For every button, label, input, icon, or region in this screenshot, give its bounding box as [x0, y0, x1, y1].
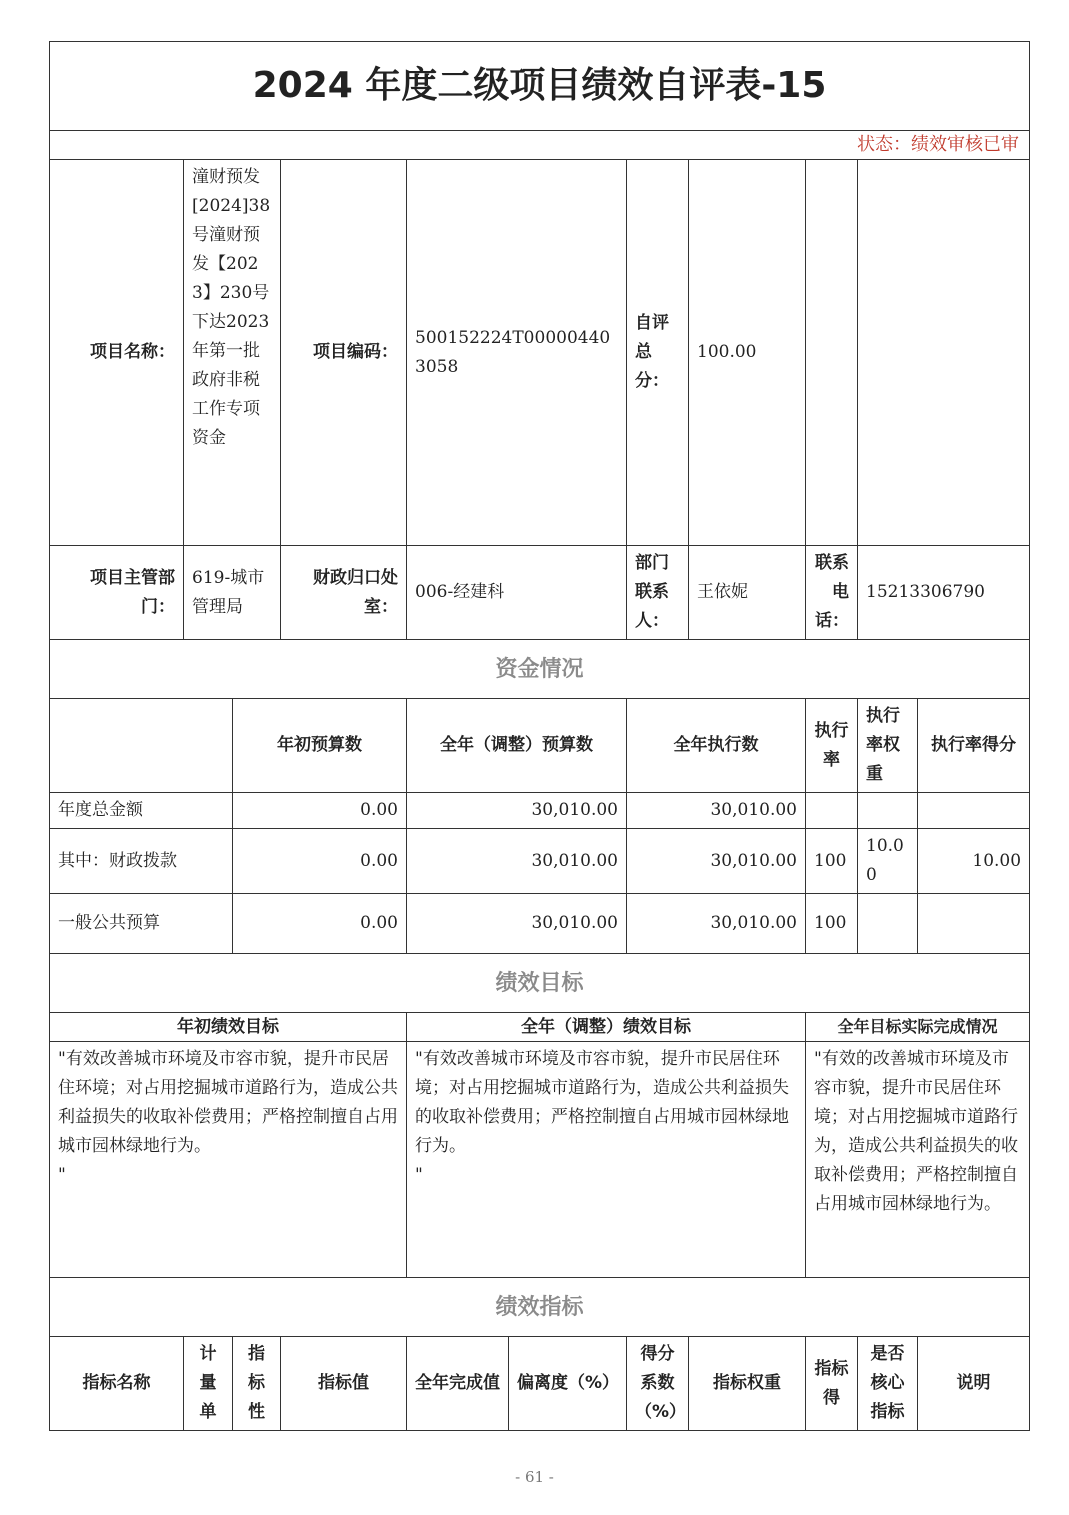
goals-header-initial: 年初绩效目标: [50, 1013, 407, 1042]
indicator-header-core: 是否核心指标: [858, 1337, 918, 1431]
phone-value: 15213306790: [858, 546, 1030, 640]
funds-row-weight: [858, 793, 918, 829]
funds-row-executed: 30,010.00: [627, 793, 806, 829]
goals-header-adjusted: 全年（调整）绩效目标: [407, 1013, 806, 1042]
goal-adjusted-text: "有效改善城市环境及市容市貌，提升市民居住环境；对占用挖掘城市道路行为，造成公共利益损失的收取补偿费用；严格控制擅自占用城市园林绿地行为。 ": [407, 1042, 806, 1278]
funds-row-rate: 100: [806, 894, 858, 954]
dept-label: 项目主管部门：: [50, 546, 184, 640]
funds-row-adjusted: 30,010.00: [407, 829, 627, 894]
table-row: [50, 793, 1030, 829]
goals-header-actual: 全年目标实际完成情况: [806, 1013, 1030, 1042]
contact-value: 王依妮: [689, 546, 806, 640]
office-value: 006-经建科: [407, 546, 627, 640]
phone-label: 联系电话：: [806, 546, 858, 640]
project-name-value: 潼财预发[2024]38号潼财预发【2023】230号下达2023年第一批政府非税工作专项资金: [184, 160, 281, 546]
page-title: 2024 年度二级项目绩效自评表-15: [50, 42, 1030, 131]
indicators-section-title: 绩效指标: [50, 1278, 1030, 1337]
funds-row-rate: [806, 793, 858, 829]
dept-value: 619-城市管理局: [184, 546, 281, 640]
project-code-value: 500152224T000004403058: [407, 160, 627, 546]
project-name-label: 项目名称：: [50, 160, 184, 546]
table-row: [50, 829, 1030, 894]
funds-header-rate: 执行率: [806, 699, 858, 793]
status-badge: 状态：绩效审核已审: [50, 131, 1030, 160]
self-evaluation-table: [49, 41, 1030, 1431]
indicator-header-completed: 全年完成值: [407, 1337, 509, 1431]
funds-row-executed: 30,010.00: [627, 894, 806, 954]
goal-initial-text: "有效改善城市环境及市容市貌，提升市民居住环境；对占用挖掘城市道路行为，造成公共利益损失的收取补偿费用；严格控制擅自占用城市园林绿地行为。 ": [50, 1042, 407, 1278]
indicator-header-name: 指标名称: [50, 1337, 184, 1431]
project-code-label: 项目编码：: [281, 160, 407, 546]
funds-row-adjusted: 30,010.00: [407, 793, 627, 829]
self-score-value: 100.00: [689, 160, 806, 546]
indicator-header-deviation: 偏离度（%）: [509, 1337, 627, 1431]
indicator-header-unit: 计量单: [184, 1337, 233, 1431]
funds-header-adjusted: 全年（调整）预算数: [407, 699, 627, 793]
funds-row-score: [918, 894, 1030, 954]
self-score-label: 自评总分：: [627, 160, 689, 546]
funds-header-blank: [50, 699, 233, 793]
funds-row-label: 一般公共预算: [50, 894, 233, 954]
funds-section-title: 资金情况: [50, 640, 1030, 699]
funds-row-score: [918, 793, 1030, 829]
funds-row-score: 10.00: [918, 829, 1030, 894]
funds-row-rate: 100: [806, 829, 858, 894]
indicator-header-weight: 指标权重: [689, 1337, 806, 1431]
office-label: 财政归口处室：: [281, 546, 407, 640]
funds-row-initial: 0.00: [233, 793, 407, 829]
table-row: [50, 894, 1030, 954]
funds-header-weight: 执行率权重: [858, 699, 918, 793]
funds-row-weight: [858, 894, 918, 954]
indicator-header-coefficient: 得分系数（%）: [627, 1337, 689, 1431]
goals-section-title: 绩效目标: [50, 954, 1030, 1013]
empty-cell: [858, 160, 1030, 546]
funds-row-label: 其中：财政拨款: [50, 829, 233, 894]
funds-row-executed: 30,010.00: [627, 829, 806, 894]
goal-actual-text: "有效的改善城市环境及市容市貌，提升市民居住环境；对占用挖掘城市道路行为，造成公共利益损失的收取补偿费用；严格控制擅自占用城市园林绿地行为。: [806, 1042, 1030, 1278]
page-number: - 61 -: [515, 1468, 554, 1486]
indicator-header-nature: 指标性: [233, 1337, 281, 1431]
funds-header-initial: 年初预算数: [233, 699, 407, 793]
indicator-header-value: 指标值: [281, 1337, 407, 1431]
funds-row-adjusted: 30,010.00: [407, 894, 627, 954]
funds-header-executed: 全年执行数: [627, 699, 806, 793]
indicator-header-score: 指标得: [806, 1337, 858, 1431]
indicator-header-note: 说明: [918, 1337, 1030, 1431]
funds-row-initial: 0.00: [233, 829, 407, 894]
funds-header-score: 执行率得分: [918, 699, 1030, 793]
funds-row-weight: 10.00: [858, 829, 918, 894]
funds-row-label: 年度总金额: [50, 793, 233, 829]
empty-cell: [806, 160, 858, 546]
contact-label: 部门联系人：: [627, 546, 689, 640]
funds-row-initial: 0.00: [233, 894, 407, 954]
